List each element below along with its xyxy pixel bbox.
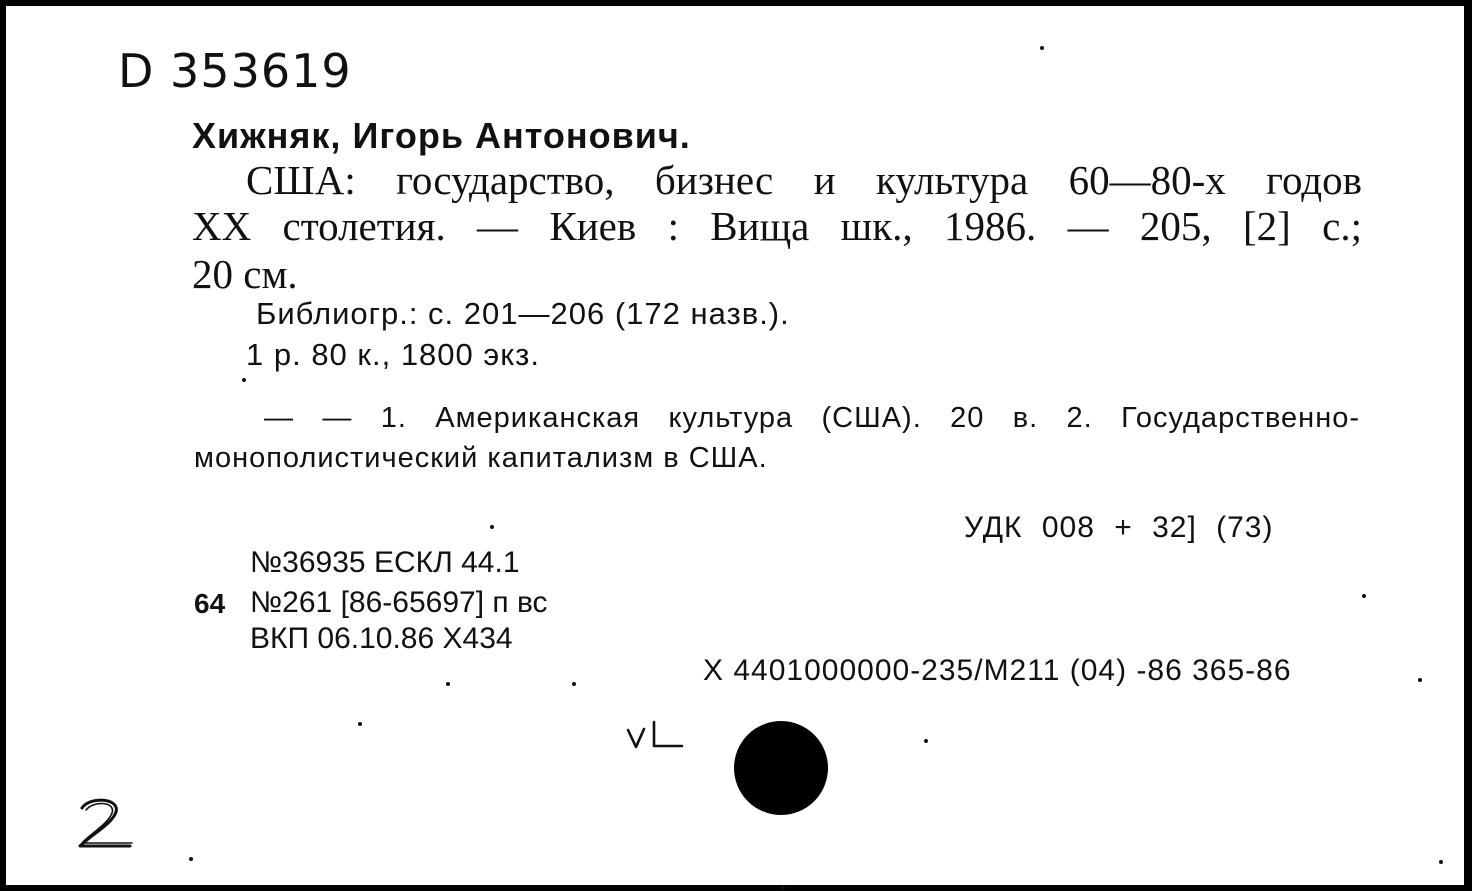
price-print-run-note: 1 р. 80 к., 1800 экз. (246, 337, 540, 372)
title-line-1: США: государство, бизнес и культура 60—80-х годов (246, 157, 1362, 203)
scan-speck (189, 857, 193, 861)
accession-line-3: ВКП 06.10.86 Х434 (250, 622, 513, 655)
udc-code: УДК 008 + 32] (73) (964, 511, 1274, 544)
handwritten-initials (624, 716, 686, 752)
subject-headings-line-2: монополистический капитализм в США. (194, 442, 768, 474)
scan-speck (490, 525, 494, 529)
scan-speck (781, 885, 785, 889)
scan-speck (572, 682, 576, 686)
accession-line-2: №261 [86-65697] п вс (250, 586, 548, 619)
scan-speck (924, 739, 928, 743)
scan-speck (446, 682, 450, 686)
scan-speck (1040, 46, 1044, 50)
call-number: D 353619 (118, 44, 352, 98)
accession-line-2-number: 64 (194, 588, 226, 619)
title-line-2: XX столетия. — Киев : Вища шк., 1986. — 205, [2] с.; (192, 203, 1362, 249)
scan-speck (242, 378, 246, 382)
author-heading: Хижняк, Игорь Антонович. (192, 115, 691, 156)
accession-line-1: №36935 ЕСКЛ 44.1 (250, 546, 520, 579)
card-punch-hole (734, 721, 828, 815)
title-line-3: 20 см. (192, 251, 298, 297)
bibliography-note: Библиогр.: с. 201—206 (172 назв.). (256, 296, 790, 331)
scan-speck (1418, 678, 1422, 682)
scan-speck (358, 722, 362, 726)
scan-speck (1439, 860, 1443, 864)
scan-speck (1362, 594, 1366, 598)
index-code: X 4401000000-235/M211 (04) -86 365-86 (703, 654, 1292, 687)
subject-headings-line-1: — — 1. Американская культура (США). 20 в. 2. Государственно- (264, 402, 1360, 434)
handwritten-number (72, 794, 142, 854)
